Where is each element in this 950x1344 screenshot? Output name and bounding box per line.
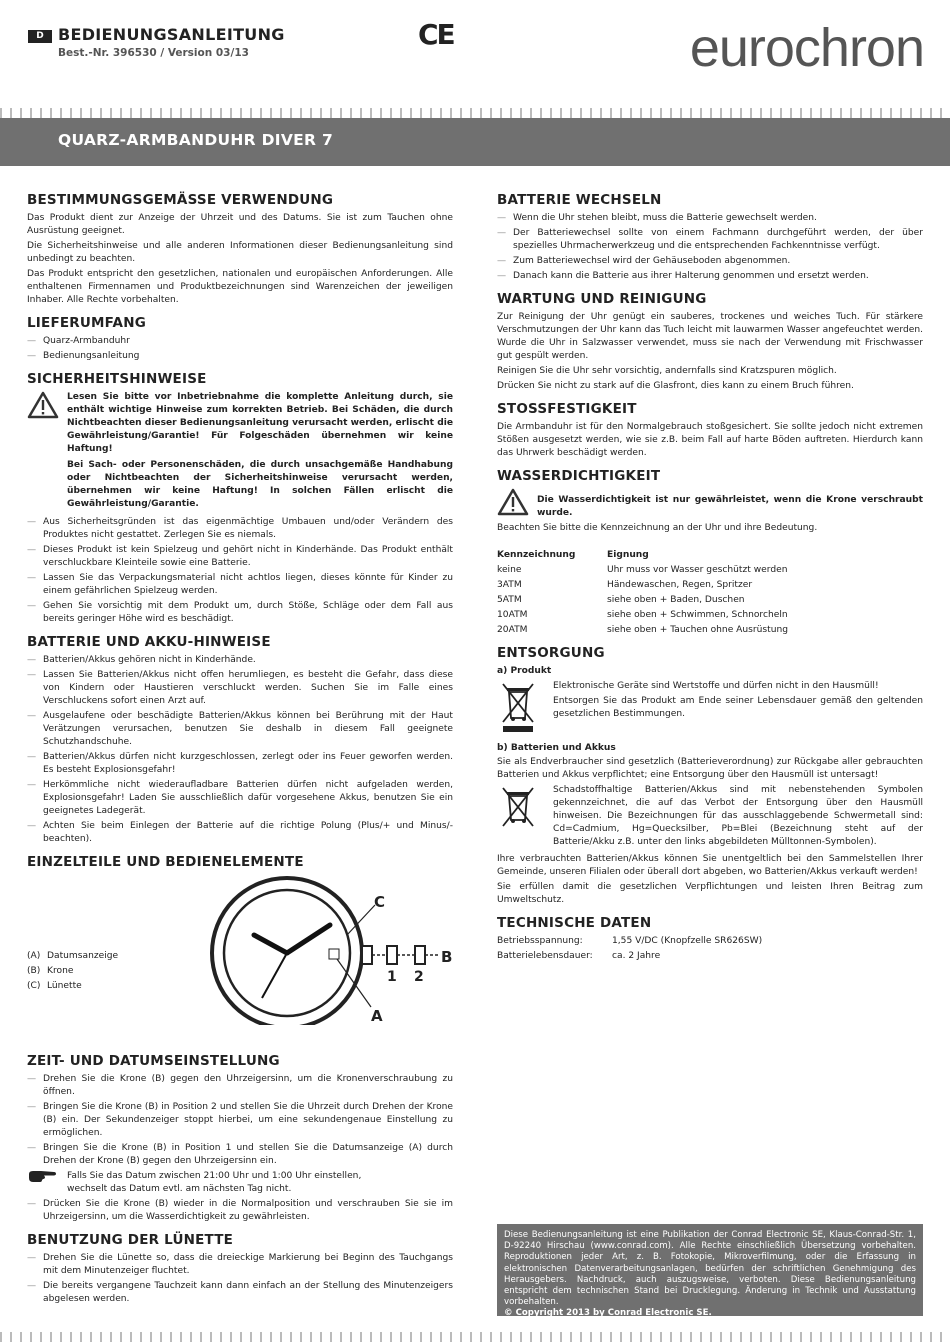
label-pos-2: 2 xyxy=(414,969,424,985)
table-cell: 10ATM xyxy=(497,610,528,620)
paragraph: Die Sicherheitshinweise und alle anderen Informationen dieser Bedienungsanleitung sind unbedingt zu beachten. xyxy=(27,241,453,264)
minute-hand xyxy=(287,925,330,953)
language-badge: D xyxy=(28,30,52,43)
label-c: C xyxy=(374,893,386,911)
bottom-tick-strip xyxy=(0,1332,950,1342)
legend-item: (A) Datumsanzeige xyxy=(27,951,119,961)
table-header: Kennzeichnung xyxy=(497,550,576,560)
label-pos-1: 1 xyxy=(387,969,397,985)
list-item: — Drehen Sie die Krone (B) gegen den Uhrzeigersinn, um die Kronenverschraubung zu öffnen. xyxy=(27,1073,453,1099)
paragraph: Das Produkt entspricht den gesetzlichen, nationalen und europäischen Anforderungen. Alle enthaltenen Firmennamen und Produktbezeichnungen sind Warenzeichen der jeweiligen Inhaber. Alle Rechte vorbehalten. xyxy=(27,269,453,305)
section-heading: WARTUNG UND REINIGUNG xyxy=(497,291,707,307)
parts-legend xyxy=(27,950,118,995)
list-item: — Lassen Sie das Verpackungsmaterial nicht achtlos liegen, dieses könnte für Kinder zu einem gefährlichen Spielzeug werden. xyxy=(27,572,453,598)
legend-item: (B) Krone xyxy=(27,966,74,976)
title-banner xyxy=(0,118,950,166)
paragraph: Beachten Sie bitte die Kennzeichnung an der Uhr und ihre Bedeutung. xyxy=(497,523,818,533)
tech-label: Batterielebensdauer: xyxy=(497,951,593,961)
time-date-section xyxy=(27,1053,453,1224)
paragraph: Drücken Sie nicht zu stark auf die Glasfront, dies kann zu einem Bruch führen. xyxy=(497,381,854,391)
list-item: — Der Batteriewechsel sollte von einem Fachmann durchgeführt werden, der über spezielles Uhrmacherwerkzeug und die entsprechenden Fachkenntnisse verfügt. xyxy=(497,227,923,253)
section-heading: STOSSFESTIGKEIT xyxy=(497,401,637,417)
paragraph: Die Armbanduhr ist für den Normalgebrauch stoßgesichert. Sie sollte jedoch nicht extremen Stößen ausgesetzt werden, wie sie z.B. beim Fall auf harte Böden auftreten. Hierdurch kann das Uhrwerk beschädigt werden. xyxy=(497,422,923,458)
parts-section xyxy=(27,854,453,1045)
list-item: — Lassen Sie Batterien/Akkus nicht offen herumliegen, es besteht die Gefahr, dass diese von Kindern oder Haustieren verschluckt werden. Suchen Sie im Falle eines Verschluckens sofort einen Arzt auf. xyxy=(27,669,453,708)
date-note xyxy=(27,1170,453,1196)
copyright: © Copyright 2013 by Conrad Electronic SE. xyxy=(504,1308,712,1319)
product-title: QUARZ-ARMBANDUHR DIVER 7 xyxy=(58,131,334,149)
product-disposal xyxy=(497,680,923,734)
warning-text: Lesen Sie bitte vor Inbetriebnahme die komplette Anleitung durch, sie enthält wichtige Hinweise zum korrekten Betrieb. Bei Schäden, die durch Nichtbeachten dieser Bedienungsanleitung verursacht werden, erlischt die Gewährleistung/Garantie! Für Folgeschäden übernehmen wir keine Haftung! xyxy=(67,392,453,454)
section-heading: ENTSORGUNG xyxy=(497,645,605,661)
tech-value: ca. 2 Jahre xyxy=(612,951,661,961)
paragraph: Zur Reinigung der Uhr genügt ein sauberes, trockenes und weiches Tuch. Für stärkere Verschmutzungen der Uhr kann das Tuch leicht mit lauwarmen Wasser angefeuchtet werden. Wurde die Uhr in Salzwasser verwendet, muss sie nach der Verwendung mit Frischwasser gut gespült werden. xyxy=(497,312,923,361)
legend-item: (C) Lünette xyxy=(27,981,82,991)
table-cell: 3ATM xyxy=(497,580,522,590)
list-item: — Bringen Sie die Krone (B) in Position 2 und stellen Sie die Uhrzeit durch Drehen der Krone (B) ein. Der Sekundenzeiger stoppt hierbei, um eine sekundengenaue Einstellung zu ermöglichen. xyxy=(27,1101,453,1140)
warning-triangle-icon xyxy=(27,391,59,419)
list-item: — Wenn die Uhr stehen bleibt, muss die Batterie gewechselt werden. xyxy=(497,212,923,225)
list-item: — Drehen Sie die Lünette so, dass die dreieckige Markierung bei Beginn des Tauchgangs mit dem Minutenzeiger fluchtet. xyxy=(27,1252,453,1278)
table-cell: siehe oben + Baden, Duschen xyxy=(607,595,745,605)
table-cell: 5ATM xyxy=(497,595,522,605)
label-a: A xyxy=(371,1007,383,1025)
parts-figure xyxy=(27,875,453,1045)
section-heading: EINZELTEILE UND BEDIENELEMENTE xyxy=(27,854,304,870)
paragraph: Sie als Endverbraucher sind gesetzlich (Batterieverordnung) zur Rückgabe aller gebrauchten Batterien und Akkus verpflichtet; eine Entsorgung über den Hausmüll ist untersagt! xyxy=(497,757,923,780)
order-number: Best.-Nr. 396530 / Version 03/13 xyxy=(58,47,249,59)
section-heading: BATTERIE UND AKKU-HINWEISE xyxy=(27,634,271,650)
imprint-text: Diese Bedienungsanleitung ist eine Publikation der Conrad Electronic SE, Klaus-Conrad-Str. 1, D-92240 Hirschau (www.conrad.com). Alle Rechte einschließlich Übersetzung vorbehalten. Reproduktionen jeder Art, z. B. Fotokopie, Mikroverfilmung, oder die Erfassung in elektronischen Datenverarbeitungsanlagen, bedürfen der schriftlichen Genehmigung des Herausgebers. Nachdruck, auch auszugsweise, verboten. Diese Bedienungsanleitung entspricht dem technischen Stand bei Drucklegung. Änderung in Technik und Ausstattung vorbehalten. xyxy=(504,1230,916,1308)
list-item: — Ausgelaufene oder beschädigte Batterien/Akkus können bei Berührung mit der Haut Verätzungen verursachen, benutzen Sie deshalb in diesem Fall geeignete Schutzhandschuhe. xyxy=(27,710,453,749)
safety-section xyxy=(27,371,453,626)
section-heading: WASSERDICHTIGKEIT xyxy=(497,468,661,484)
list-item: — Zum Batteriewechsel wird der Gehäuseboden abgenommen. xyxy=(497,255,923,268)
list-item: — Aus Sicherheitsgründen ist das eigenmächtige Umbauen und/oder Verändern des Produktes nicht gestattet. Zerlegen Sie es niemals. xyxy=(27,516,453,542)
label-b: B xyxy=(441,948,453,966)
battery-disposal xyxy=(497,784,923,851)
disposal-section xyxy=(497,645,923,907)
paragraph: Schadstoffhaltige Batterien/Akkus sind mit nebenstehenden Symbolen gekennzeichnet, die auf das Verbot der Entsorgung über den Hausmüll hinweisen. Die Bezeichnungen für das ausschlaggebende Schwermetall sind: Cd=Cadmium, Hg=Quecksilber, Pb=Blei (Bezeichnung steht auf der Batterie/Akku z.B. unter den links abgebildeten Mülltonnen-Symbolen). xyxy=(553,785,923,847)
list-item: — Batterien/Akkus gehören nicht in Kinderhände. xyxy=(27,654,453,667)
date-window xyxy=(329,949,339,959)
subheading: b) Batterien und Akkus xyxy=(497,743,616,753)
table-cell: Händewaschen, Regen, Spritzer xyxy=(607,580,753,590)
table-cell: siehe oben + Tauchen ohne Ausrüstung xyxy=(607,625,789,635)
section-heading: LIEFERUMFANG xyxy=(27,315,146,331)
list-item: — Die bereits vergangene Tauchzeit kann dann einfach an der Stellung des Minutenzeigers abgelesen werden. xyxy=(27,1280,453,1306)
shock-section xyxy=(497,401,923,460)
crossed-out-bin-icon xyxy=(497,680,541,734)
water-rating-table xyxy=(497,549,923,637)
water-section xyxy=(497,468,923,637)
table-cell: Uhr muss vor Wasser geschützt werden xyxy=(607,565,788,575)
list-item: — Herkömmliche nicht wiederaufladbare Batterien dürfen nicht aufgeladen werden, Explosionsgefahr! Laden Sie ausschließlich dafür vorgesehene Akkus, benutzen Sie ein geeignetes Ladegerät. xyxy=(27,779,453,818)
list-item: — Batterien/Akkus dürfen nicht kurzgeschlossen, zerlegt oder ins Feuer geworfen werden. Es besteht Explosionsgefahr! xyxy=(27,751,453,777)
section-heading: SICHERHEITSHINWEISE xyxy=(27,371,207,387)
intended-use-section xyxy=(27,192,453,307)
table-cell: siehe oben + Schwimmen, Schnorcheln xyxy=(607,610,788,620)
crossed-out-bin-icon xyxy=(497,784,541,830)
warning-text: Die Wasserdichtigkeit ist nur gewährleistet, wenn die Krone verschraubt wurde. xyxy=(537,495,923,518)
delivery-section xyxy=(27,315,453,363)
section-heading: ZEIT- UND DATUMSEINSTELLUNG xyxy=(27,1053,280,1069)
watch-diagram xyxy=(207,875,457,1025)
crown-pos-1 xyxy=(387,946,397,964)
water-warning xyxy=(497,488,923,520)
tech-data-table xyxy=(497,935,923,963)
left-column xyxy=(27,192,453,1308)
brand-logo: eurochron xyxy=(689,18,924,78)
section-heading: BESTIMMUNGSGEMÄSSE VERWENDUNG xyxy=(27,192,334,208)
crown-pos-2 xyxy=(415,946,425,964)
warning-triangle-icon xyxy=(497,488,529,516)
list-item: — Danach kann die Batterie aus ihrer Halterung genommen und ersetzt werden. xyxy=(497,270,923,283)
section-heading: BENUTZUNG DER LÜNETTE xyxy=(27,1232,234,1248)
list-item: — Achten Sie beim Einlegen der Batterie auf die richtige Polung (Plus/+ und Minus/- beachten). xyxy=(27,820,453,846)
ce-mark: CE xyxy=(418,18,454,51)
list-item: — Drücken Sie die Krone (B) wieder in die Normalposition und verschrauben Sie sie im Uhrzeigersinn, um die Wasserdichtigkeit zu gewährleisten. xyxy=(27,1198,453,1224)
care-section xyxy=(497,291,923,393)
paragraph: Sie erfüllen damit die gesetzlichen Verpflichtungen und leisten Ihren Beitrag zum Umweltschutz. xyxy=(497,882,923,905)
battery-change-section xyxy=(497,192,923,283)
paragraph: Das Produkt dient zur Anzeige der Uhrzeit und des Datums. Sie ist zum Tauchen ohne Ausrüstung geeignet. xyxy=(27,213,453,236)
second-hand xyxy=(262,953,287,998)
bezel-section xyxy=(27,1232,453,1306)
tech-label: Betriebsspannung: xyxy=(497,936,583,946)
top-tick-strip xyxy=(0,108,950,118)
hour-hand xyxy=(254,935,287,953)
right-column xyxy=(497,192,923,963)
paragraph: Ihre verbrauchten Batterien/Akkus können Sie unentgeltlich bei den Sammelstellen Ihrer Gemeinde, unseren Filialen oder überall dort abgeben, wo Batterien/Akkus verkauft werden! xyxy=(497,854,923,877)
list-item: — Quarz-Armbanduhr xyxy=(27,335,453,348)
crown-pos-0 xyxy=(362,946,372,964)
paragraph: Reinigen Sie die Uhr sehr vorsichtig, andernfalls sind Kratzspuren möglich. xyxy=(497,366,837,376)
tech-data-section xyxy=(497,915,923,963)
list-item: — Bedienungsanleitung xyxy=(27,350,453,363)
note-line: wechselt das Datum evtl. am nächsten Tag nicht. xyxy=(67,1184,292,1194)
document-title: BEDIENUNGSANLEITUNG xyxy=(58,25,285,44)
list-item: — Bringen Sie die Krone (B) in Position 1 und stellen Sie die Datumsanzeige (A) durch Drehen der Krone (B) gegen den Uhrzeigersinn ein. xyxy=(27,1142,453,1168)
subheading: a) Produkt xyxy=(497,666,552,676)
list-item: — Gehen Sie vorsichtig mit dem Produkt um, durch Stöße, Schläge oder dem Fall aus bereits geringer Höhe wird es beschädigt. xyxy=(27,600,453,626)
list-item: — Dieses Produkt ist kein Spielzeug und gehört nicht in Kinderhände. Das Produkt enthält verschluckbare Kleinteile sowie eine Batterie. xyxy=(27,544,453,570)
section-heading: TECHNISCHE DATEN xyxy=(497,915,652,931)
pointing-hand-icon xyxy=(27,1170,59,1184)
paragraph: Elektronische Geräte sind Wertstoffe und dürfen nicht in den Hausmüll! xyxy=(553,681,879,691)
battery-notes-section xyxy=(27,634,453,846)
table-cell: 20ATM xyxy=(497,625,528,635)
tech-value: 1,55 V/DC (Knopfzelle SR626SW) xyxy=(612,936,763,946)
paragraph: Entsorgen Sie das Produkt am Ende seiner Lebensdauer gemäß den geltenden gesetzlichen Bestimmungen. xyxy=(553,696,923,719)
section-heading: BATTERIE WECHSELN xyxy=(497,192,662,208)
note-line: Falls Sie das Datum zwischen 21:00 Uhr und 1:00 Uhr einstellen, xyxy=(67,1171,362,1181)
safety-warning xyxy=(27,391,453,514)
publisher-imprint xyxy=(497,1224,923,1319)
table-header: Eignung xyxy=(607,550,649,560)
table-cell: keine xyxy=(497,565,522,575)
warning-text: Bei Sach- oder Personenschäden, die durch unsachgemäße Handhabung oder Nichtbeachten der Sicherheitshinweise verursacht werden, übernehmen wir keine Haftung! In solchen Fällen erlischt die Gewährleistung/Garantie. xyxy=(67,460,453,509)
